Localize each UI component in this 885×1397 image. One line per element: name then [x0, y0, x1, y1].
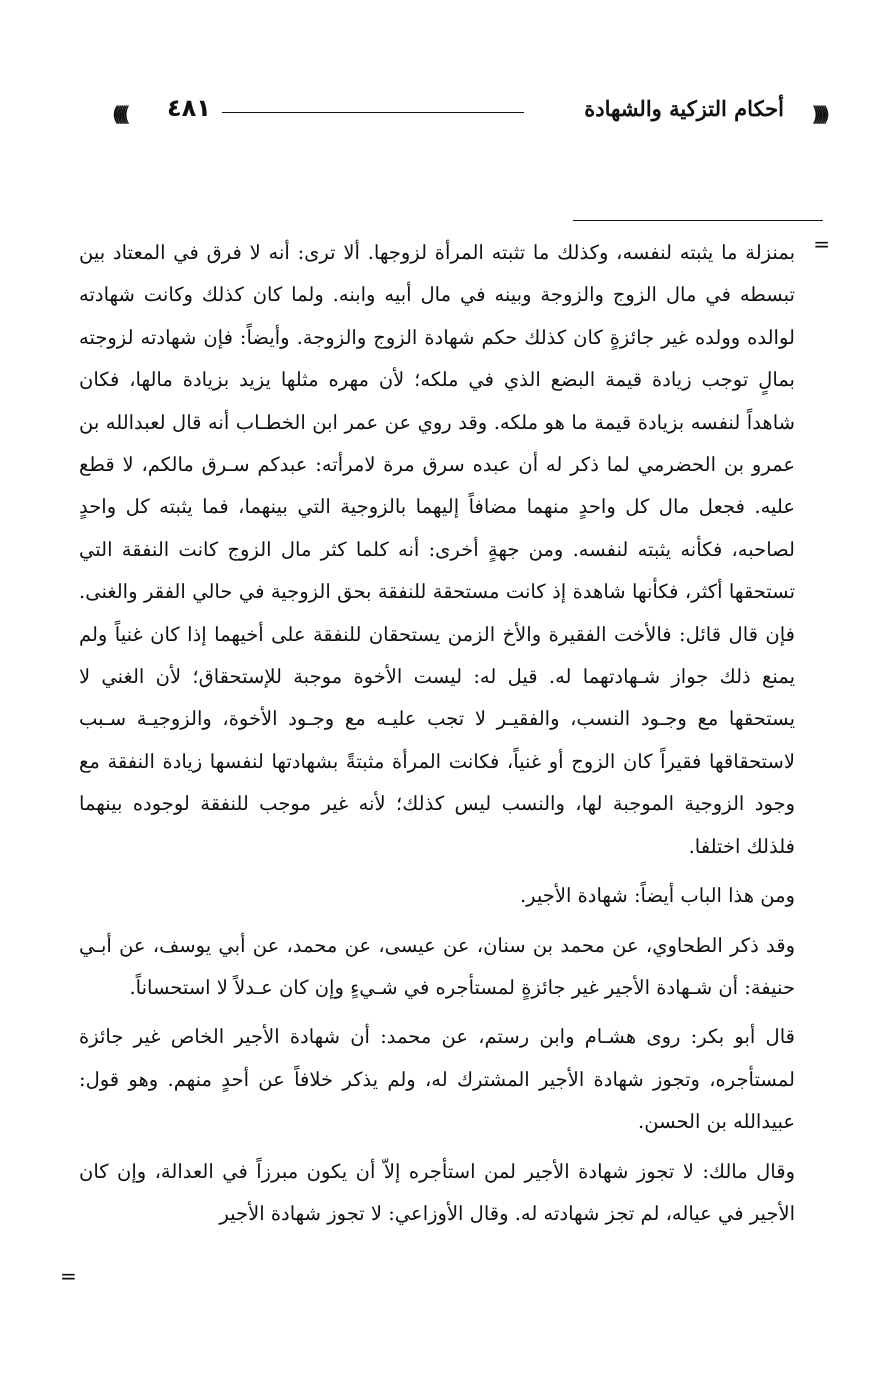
header-ornament-left: ))))))): [112, 102, 125, 126]
chapter-title: أحكام التزكية والشهادة: [584, 96, 784, 121]
paragraph: وقال مالك: لا تجوز شهادة الأجير لمن استأجره إلاّ أن يكون مبرزاً في العدالة، وإن كان الأجير في عياله، لم تجز شهادته له. وقال الأوزاعي: لا تجوز شهادة الأجير: [79, 1159, 795, 1225]
paragraph: وقد ذكر الطحاوي، عن محمد بن سنان، عن عيسى، عن محمد، عن أبي يوسف، عن أبـي حنيفة: أن شـهادة الأجير غير جائزةٍ لمستأجره في شـيءٍ وإن كان عـدلاً لا استحساناً.: [79, 933, 795, 999]
page-number: ٤٨١: [167, 94, 211, 122]
body-text: [79, 232, 795, 1235]
running-header: [112, 92, 824, 132]
paragraph: قال أبو بكر: روى هشـام وابن رستم، عن محمد: أن شهادة الأجير الخاص غير جائزة لمستأجره، وتجوز شهادة الأجير المشترك له، ولم يذكر خلافاً عن أحدٍ منهم. وهو قول: عبيدالله بن الحسن.: [79, 1025, 795, 1134]
continuation-rule: [573, 220, 823, 221]
header-ornament-right: (((((((: [811, 102, 824, 126]
paragraph: بمنزلة ما يثبته لنفسه، وكذلك ما تثبته المرأة لزوجها. ألا ترى: أنه لا فرق في المعتاد بين تبسطه في مال الزوج والزوجة وبينه في مال أبيه وابنه. ولما كان كذلك وكانت شهادته لوالده وولده غير جائزةٍ كان كذلك حكم شهادة الزوج والزوجة. وأيضاً: فإن شهادته لزوجته بمالٍ توجب زيادة قيمة البضع الذي في ملكه؛ لأن مهره مثلها يزيد بزيادة مالها، فكان شاهداً لنفسه بزيادة قيمة ما هو ملكه. وقد روي عن عمر ابن الخطـاب أنه قال لعبدالله بن عمرو بن الحضرمي لما ذكر له أن عبده سرق مرة لامرأته: عبدكم سـرق مالكم، لا قطع عليه. فجعل مال كل واحدٍ منهما مضافاً إليهما بالزوجية التي بينهما، فما يثبته كل واحدٍ لصاحبه، فكأنه يثبته لنفسه. ومن جهةٍ أخرى: أنه كلما كثر مال الزوج كانت النفقة التي تستحقها أكثر، فكأنها شاهدة إذ كانت مستحقة للنفقة بحق الزوجية في حالي الفقر والغنى. فإن قال قائل: فالأخت الفقيرة والأخ الزمن يستحقان للنفقة على أخيهما إذا كان غنياً ولم يمنع ذلك جواز شـهادتهما له. قيل له: ليست الأخوة موجبة للإستحقاق؛ لأن الغني لا يستحقها مع وجـود النسب، والفقيـر لا تجب عليـه مع وجـود الأخوة، والزوجيـة سـبب لاستحقاقها فقيراً كان الزوج أو غنياً، فكانت المرأة مثبتةً بشهادتها لنفسها زيادة النفقة مع وجود الزوجية الموجبة لها، والنسب ليس كذلك؛ لأنه غير موجب للنفقة لوجوده بينهما فلذلك اختلفا.: [79, 241, 795, 858]
header-rule: [222, 112, 524, 113]
end-continuation-mark: =: [60, 1264, 77, 1288]
continuation-mark: =: [813, 232, 830, 256]
paragraph: ومن هذا الباب أيضاً: شهادة الأجير.: [519, 884, 795, 908]
